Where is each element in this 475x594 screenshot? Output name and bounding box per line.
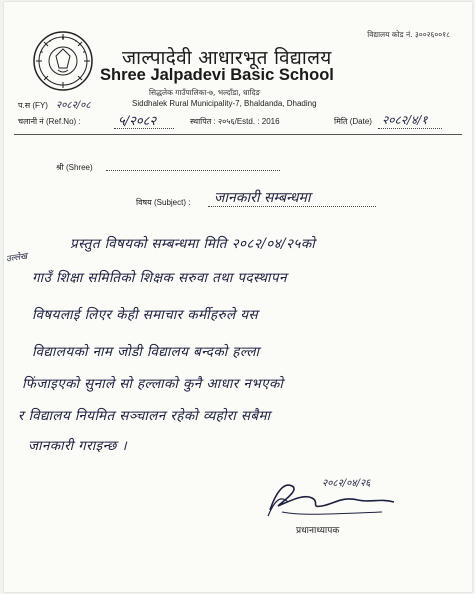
subject-value: जानकारी सम्बन्धमा — [214, 190, 311, 206]
address-nepali: सिद्धलेक गाउँपालिका-७, भल्दाँडा, धादिङ — [149, 88, 261, 97]
school-logo-icon — [32, 30, 94, 92]
address-english: Siddhalek Rural Municipality-7, Bhaldanda, Dhading — [132, 99, 317, 108]
body-line-1: प्रस्तुत विषयको सम्बन्धमा मिति २०८२/०४/२५को — [70, 236, 316, 252]
school-code-value: ३००२६००१८ — [414, 30, 450, 39]
date-underline — [378, 128, 442, 129]
body-line-7: जानकारी गराइन्छ । — [28, 438, 127, 454]
body-line-6: र विद्यालय नियमित सञ्चालन रहेको व्यहोरा सबैमा — [18, 408, 271, 424]
ref-label: चलानी नं (Ref.No) : — [18, 117, 81, 126]
school-name-english: Shree Jalpadevi Basic School — [100, 66, 334, 84]
margin-note: उल्लेख — [5, 251, 28, 265]
fy-value: २०८२/०८ — [56, 100, 91, 111]
school-name-nepali: जाल्पादेवी आधारभूत विद्यालय — [122, 47, 332, 69]
established: स्थापित : २०५६/Estd. : 2016 — [190, 117, 280, 126]
subject-underline — [208, 206, 376, 207]
body-line-4: विद्यालयको नाम जोडी विद्यालय बन्दको हल्ला — [32, 344, 260, 360]
date-label: मिति (Date) — [334, 117, 372, 126]
body-line-5: फिंजाइएको सुनाले सो हल्लाको कुनै आधार नभएको — [22, 376, 284, 392]
recipient-line — [106, 170, 280, 171]
header-divider — [14, 134, 462, 135]
date-value: २०८२/४/१ — [382, 113, 428, 127]
recipient-label: श्री (Shree) — [56, 163, 93, 172]
signature-stamp-date: २०८२/०४/२६ — [322, 478, 371, 489]
body-line-3: विषयलाई लिएर केही समाचार कर्मीहरुले यस — [32, 307, 259, 323]
school-code — [367, 30, 450, 40]
ref-value: ५/२०८२ — [118, 114, 157, 129]
principal-designation: प्रधानाध्यापक — [296, 526, 340, 536]
subject-label: विषय (Subject) : — [136, 198, 191, 207]
letter-sheet — [4, 2, 472, 592]
body-line-2: गाउँ शिक्षा समितिको शिक्षक सरुवा तथा पदस्थापन — [32, 270, 287, 286]
ref-underline — [114, 128, 174, 129]
fy-label: प.स (FY) — [18, 101, 48, 110]
school-code-label: विद्यालय कोड नं. — [367, 30, 413, 39]
